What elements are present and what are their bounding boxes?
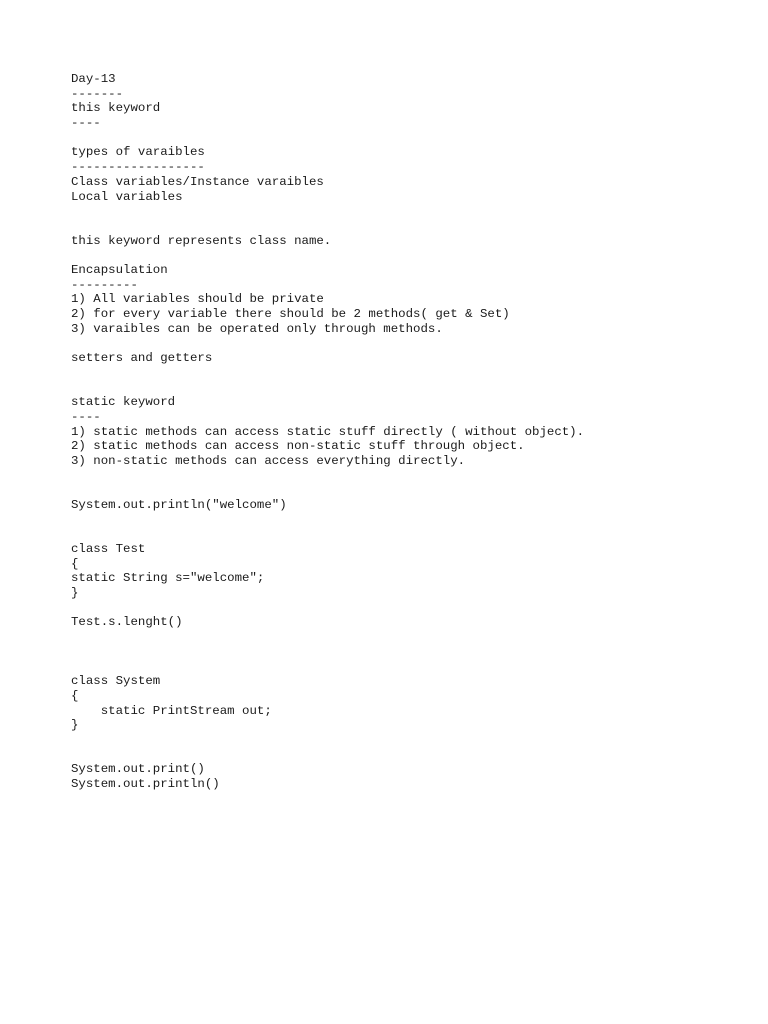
- text-line: types of varaibles: [71, 145, 205, 160]
- blank-line: [71, 601, 751, 616]
- text-line: setters and getters: [71, 351, 213, 366]
- blank-line: [71, 630, 751, 645]
- text-line: -------: [71, 86, 124, 101]
- text-line: }: [71, 718, 79, 733]
- text-line: ---------: [71, 277, 138, 292]
- text-line: System.out.println(): [71, 777, 220, 791]
- text-line: this keyword represents class name.: [71, 233, 332, 248]
- blank-line: [71, 469, 751, 484]
- text-line: 2) for every variable there should be 2 methods( get & Set): [71, 307, 510, 321]
- text-line: Local variables: [71, 189, 183, 204]
- text-line: Day-13: [71, 72, 116, 86]
- blank-line: [71, 527, 751, 542]
- blank-line: [71, 513, 751, 528]
- text-line: 1) All variables should be private: [71, 292, 324, 307]
- blank-line: [71, 748, 751, 763]
- text-line: {: [71, 556, 79, 571]
- blank-line: [71, 204, 751, 219]
- blank-line: [71, 380, 751, 395]
- text-line: this keyword: [71, 101, 161, 116]
- blank-line: [71, 660, 751, 675]
- text-line: static PrintStream out;: [71, 703, 272, 718]
- blank-line: [71, 248, 751, 263]
- text-line: Encapsulation: [71, 262, 168, 277]
- text-line: ----: [71, 116, 101, 131]
- text-line: 3) varaibles can be operated only through methods.: [71, 321, 443, 336]
- text-line: static String s="welcome";: [71, 571, 265, 586]
- text-line: 2) static methods can access non-static stuff through object.: [71, 439, 525, 454]
- blank-line: [71, 645, 751, 660]
- text-line: ----: [71, 409, 101, 424]
- text-line: class Test: [71, 542, 146, 556]
- blank-line: [71, 336, 751, 351]
- text-line: System.out.print(): [71, 762, 205, 777]
- text-line: System.out.println("welcome"): [71, 497, 287, 512]
- text-line: Class variables/Instance varaibles: [71, 174, 324, 189]
- blank-line: [71, 131, 751, 146]
- text-line: Test.s.lenght(): [71, 615, 183, 630]
- text-line: class System: [71, 674, 161, 689]
- text-line: static keyword: [71, 395, 176, 410]
- text-line: 1) static methods can access static stuff directly ( without object).: [71, 424, 585, 439]
- text-line: }: [71, 586, 79, 601]
- blank-line: [71, 366, 751, 381]
- blank-line: [71, 219, 751, 234]
- text-line: ------------------: [71, 160, 205, 175]
- text-line: 3) non-static methods can access everything directly.: [71, 453, 466, 468]
- blank-line: [71, 733, 751, 748]
- text-line: {: [71, 688, 79, 703]
- document-body: [71, 72, 751, 792]
- blank-line: [71, 483, 751, 498]
